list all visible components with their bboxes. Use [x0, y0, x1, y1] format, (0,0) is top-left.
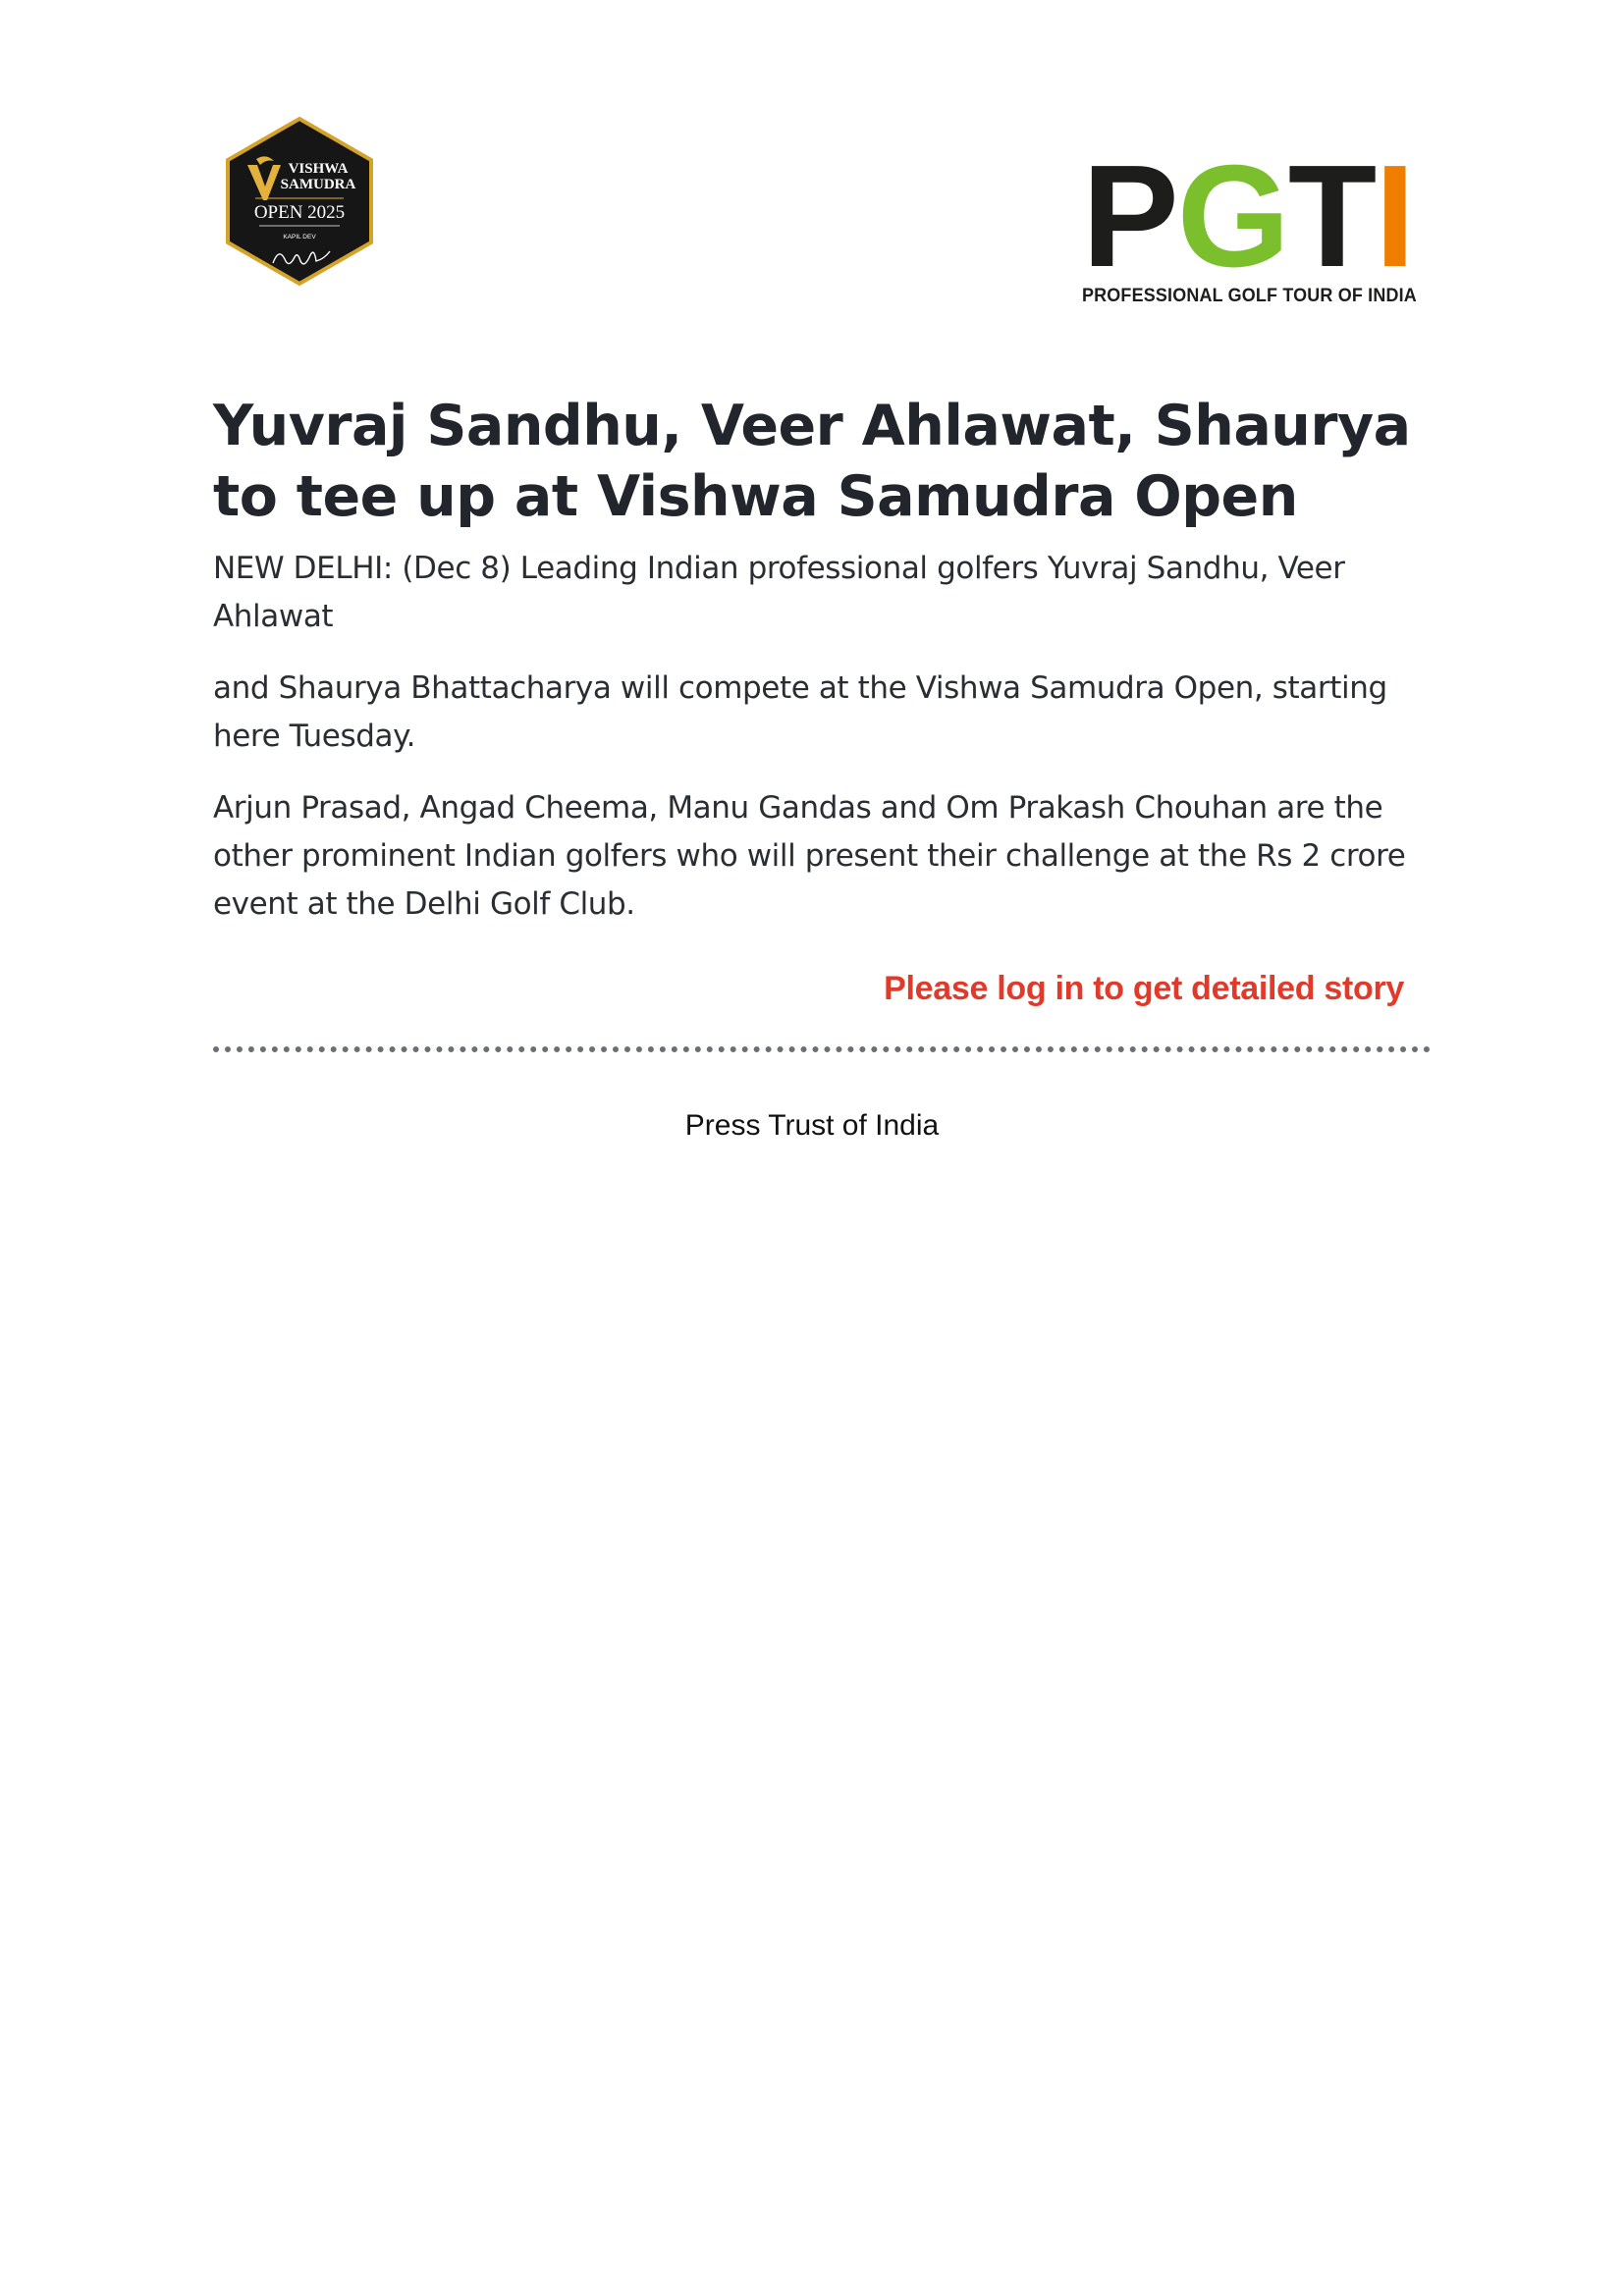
article-paragraph: Arjun Prasad, Angad Cheema, Manu Gandas and Om Prakash Chouhan are the other prominent Indian golfers who will present their challenge at the Rs 2 crore event at the Delhi Golf Club. — [213, 790, 1406, 922]
article-headline: Yuvraj Sandhu, Veer Ahlawat, Shaurya to tee up at Vishwa Samudra Open — [213, 394, 1411, 529]
vishwa-samudra-open-logo — [224, 116, 375, 287]
login-prompt-link[interactable]: Please log in to get detailed story — [884, 970, 1404, 1007]
article-source: Press Trust of India — [684, 1109, 940, 1142]
pgti-letter-t: T — [1287, 135, 1376, 297]
article-body — [213, 545, 1431, 952]
pgti-letter-g: G — [1176, 135, 1288, 297]
article-paragraph: and Shaurya Bhattacharya will compete at the Vishwa Samudra Open, starting here Tuesday. — [213, 670, 1387, 754]
vs-logo-line1: VISHWA — [288, 161, 349, 177]
pgti-letter-i: I — [1375, 135, 1414, 297]
pgti-letter-p: P — [1082, 135, 1177, 297]
vs-logo-line3: OPEN 2025 — [253, 202, 346, 223]
article-paragraph: NEW DELHI: (Dec 8) Leading Indian professional golfers Yuvraj Sandhu, Veer Ahlawat — [213, 551, 1345, 634]
pgti-tagline: PROFESSIONAL GOLF TOUR OF INDIA — [1082, 285, 1417, 306]
pgti-logo — [1082, 135, 1435, 307]
vs-logo-line2: SAMUDRA — [280, 177, 356, 192]
dotted-divider — [213, 1046, 1431, 1052]
vs-logo-line4: KAPIL DEV — [283, 234, 316, 240]
